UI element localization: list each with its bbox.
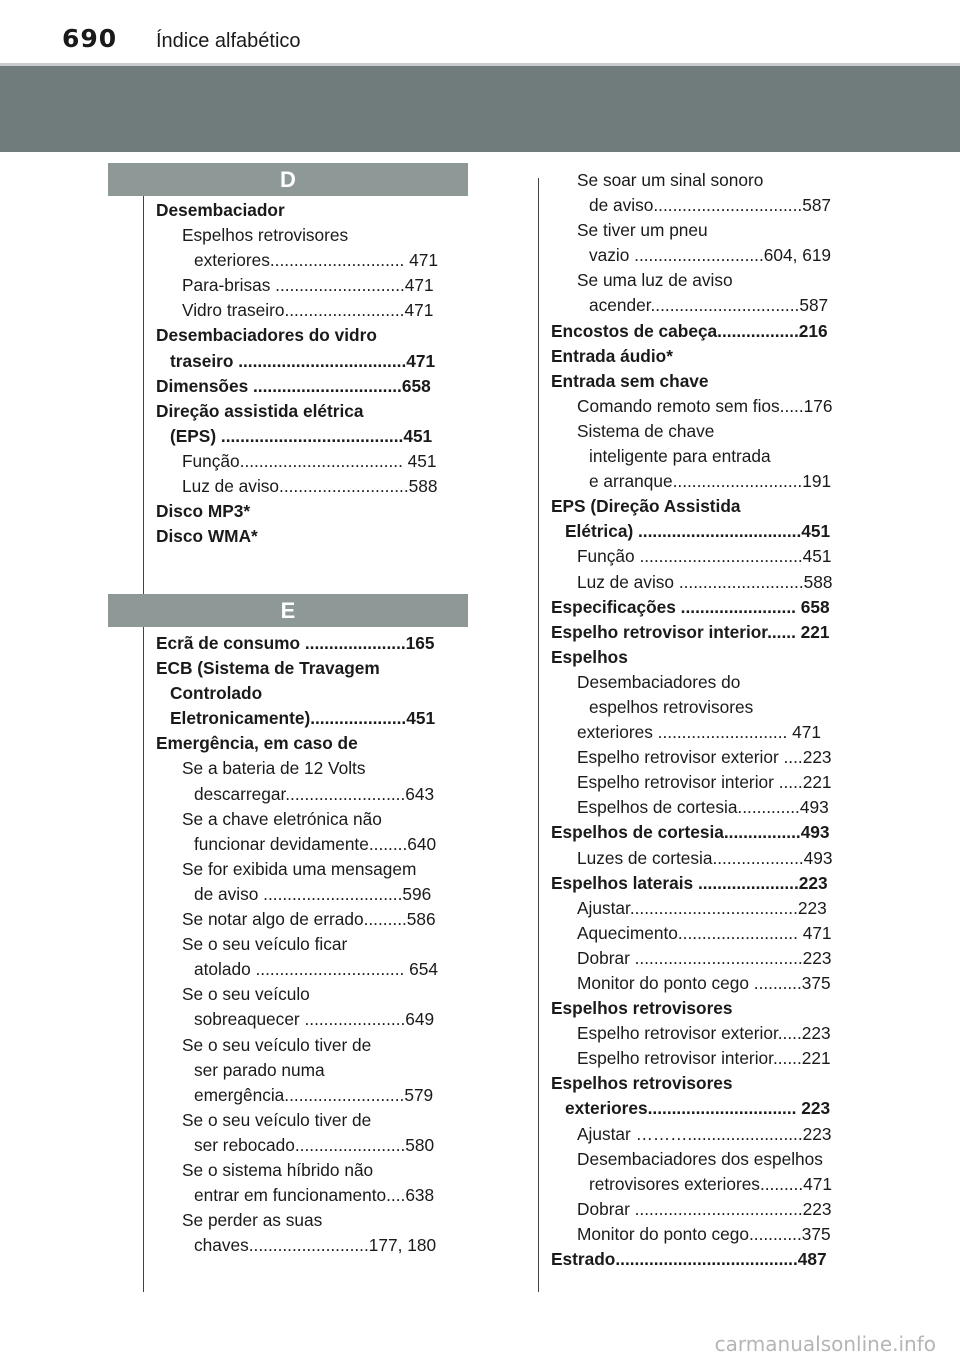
- index-entry: Estrado......................................487: [551, 1249, 827, 1270]
- index-subentry: Se perder as suas: [182, 1210, 323, 1231]
- section-title: Índice alfabético: [156, 30, 301, 52]
- index-entry: Especificações ........................ 658: [551, 596, 830, 617]
- index-subentry: Desembaciadores dos espelhos: [577, 1148, 823, 1169]
- index-subentry: Espelho retrovisor exterior ....223: [577, 747, 832, 768]
- index-subentry: Luz de aviso...........................588: [182, 476, 438, 497]
- index-subentry: de aviso...............................587: [589, 195, 832, 216]
- index-subentry: Luz de aviso ..........................588: [577, 571, 833, 592]
- index-entry: Elétrica) ..................................451: [565, 521, 831, 542]
- index-subentry: acender...............................587: [589, 295, 829, 316]
- page-header: [0, 0, 960, 64]
- index-subentry: Se o seu veículo: [182, 984, 310, 1005]
- index-subentry: Desembaciadores do: [577, 671, 741, 692]
- index-entry: ECB (Sistema de Travagem: [156, 658, 380, 679]
- index-subentry: exteriores............................ 471: [194, 250, 438, 271]
- index-subentry: Ajustar ………........................223: [577, 1123, 832, 1144]
- index-subentry: Se soar um sinal sonoro: [577, 170, 764, 190]
- index-entry: Espelhos de cortesia................493: [551, 822, 830, 843]
- index-list-right: [551, 168, 863, 1272]
- index-subentry: Espelho retrovisor interior .....221: [577, 772, 832, 793]
- letter-heading-d: D: [108, 163, 468, 196]
- index-entry: Encostos de cabeça.................216: [551, 320, 828, 341]
- index-entry: Desembaciador: [156, 200, 285, 220]
- index-subentry: ser parado numa: [194, 1059, 325, 1080]
- index-entry: Disco MP3*: [156, 501, 251, 522]
- index-subentry: retrovisores exteriores.........471: [589, 1173, 832, 1194]
- index-subentry: Se for exibida uma mensagem: [182, 858, 417, 879]
- index-subentry: exteriores ........................... 471: [577, 722, 821, 743]
- index-subentry: funcionar devidamente........640: [194, 833, 437, 854]
- index-subentry: Sistema de chave: [577, 420, 715, 441]
- index-entry: Espelho retrovisor interior...... 221: [551, 621, 830, 642]
- index-entry: Entrada sem chave: [551, 370, 709, 391]
- index-subentry: Se a chave eletrónica não: [182, 808, 382, 829]
- index-entry: Dimensões ...............................658: [156, 375, 431, 396]
- index-subentry: Espelho retrovisor interior......221: [577, 1048, 831, 1069]
- index-subentry: Espelhos retrovisores: [182, 225, 349, 246]
- index-entry: Ecrã de consumo .....................165: [156, 633, 435, 653]
- index-subentry: Se o sistema híbrido não: [182, 1159, 374, 1180]
- index-entry: exteriores............................... 223: [565, 1098, 831, 1119]
- index-entry: (EPS) ......................................451: [170, 425, 433, 446]
- index-subentry: Ajustar...................................223: [577, 897, 827, 918]
- index-entry: Entrada áudio*: [551, 345, 673, 366]
- index-subentry: Se o seu veículo ficar: [182, 934, 348, 955]
- index-subentry: Se o seu veículo tiver de: [182, 1109, 372, 1130]
- index-subentry: Se a bateria de 12 Volts: [182, 758, 366, 779]
- index-subentry: emergência.........................579: [194, 1084, 434, 1105]
- index-entry: traseiro ...................................471: [170, 350, 436, 371]
- index-subentry: Se notar algo de errado.........586: [182, 909, 436, 930]
- index-subentry: sobreaquecer .....................649: [194, 1009, 435, 1030]
- index-subentry: Dobrar ...................................223: [577, 947, 832, 968]
- index-entry: Espelhos: [551, 646, 628, 667]
- index-entry: Controlado: [170, 683, 263, 704]
- index-subentry: Monitor do ponto cego...........375: [577, 1223, 831, 1244]
- index-subentry: Luzes de cortesia...................493: [577, 847, 833, 868]
- index-subentry: vazio ...........................604, 619: [589, 245, 832, 266]
- right-column-rule: [538, 178, 539, 1292]
- header-banner: [0, 66, 960, 152]
- index-subentry: Monitor do ponto cego ..........375: [577, 973, 831, 993]
- index-subentry: e arranque...........................191: [589, 471, 832, 492]
- index-subentry: Função.................................. 451: [182, 450, 437, 471]
- index-entry: Eletronicamente)....................451: [170, 708, 436, 729]
- index-subentry: entrar em funcionamento....638: [194, 1185, 435, 1206]
- index-subentry: Dobrar ...................................223: [577, 1198, 832, 1219]
- index-subentry: Se o seu veículo tiver de: [182, 1034, 372, 1055]
- index-subentry: Vidro traseiro.........................471: [182, 300, 434, 321]
- index-entry: Disco WMA*: [156, 526, 258, 547]
- index-subentry: Aquecimento......................... 471: [577, 922, 832, 943]
- page-number: 690: [62, 24, 118, 53]
- index-list-d: [156, 198, 466, 549]
- index-list-e: [156, 631, 466, 1258]
- index-entry: Espelhos retrovisores: [551, 998, 733, 1019]
- left-column-rule: [143, 196, 144, 1292]
- index-entry: Desembaciadores do vidro: [156, 325, 377, 346]
- index-subentry: atolado ............................... 654: [194, 959, 438, 980]
- index-entry: Espelhos laterais .....................223: [551, 872, 828, 893]
- index-subentry: Se tiver um pneu: [577, 220, 708, 241]
- index-entry: EPS (Direção Assistida: [551, 496, 741, 517]
- index-subentry: espelhos retrovisores: [589, 696, 754, 717]
- index-subentry: de aviso .............................596: [194, 883, 432, 904]
- index-subentry: Comando remoto sem fios.....176: [577, 395, 833, 416]
- index-subentry: descarregar.........................643: [194, 783, 435, 804]
- index-subentry: Se uma luz de aviso: [577, 270, 733, 291]
- letter-heading-e: E: [108, 594, 468, 627]
- index-subentry: Espelhos de cortesia.............493: [577, 797, 829, 818]
- index-entry: Emergência, em caso de: [156, 733, 358, 754]
- index-subentry: ser rebocado.......................580: [194, 1134, 435, 1155]
- watermark: carmanualsonline.info: [714, 1332, 936, 1356]
- index-subentry: Função ..................................451: [577, 546, 832, 567]
- index-subentry: chaves.........................177, 180: [194, 1235, 437, 1256]
- index-subentry: inteligente para entrada: [589, 446, 771, 467]
- index-subentry: Espelho retrovisor exterior.....223: [577, 1023, 831, 1044]
- index-subentry: Para-brisas ...........................471: [182, 275, 434, 296]
- index-entry: Direção assistida elétrica: [156, 400, 364, 421]
- index-entry: Espelhos retrovisores: [551, 1073, 733, 1094]
